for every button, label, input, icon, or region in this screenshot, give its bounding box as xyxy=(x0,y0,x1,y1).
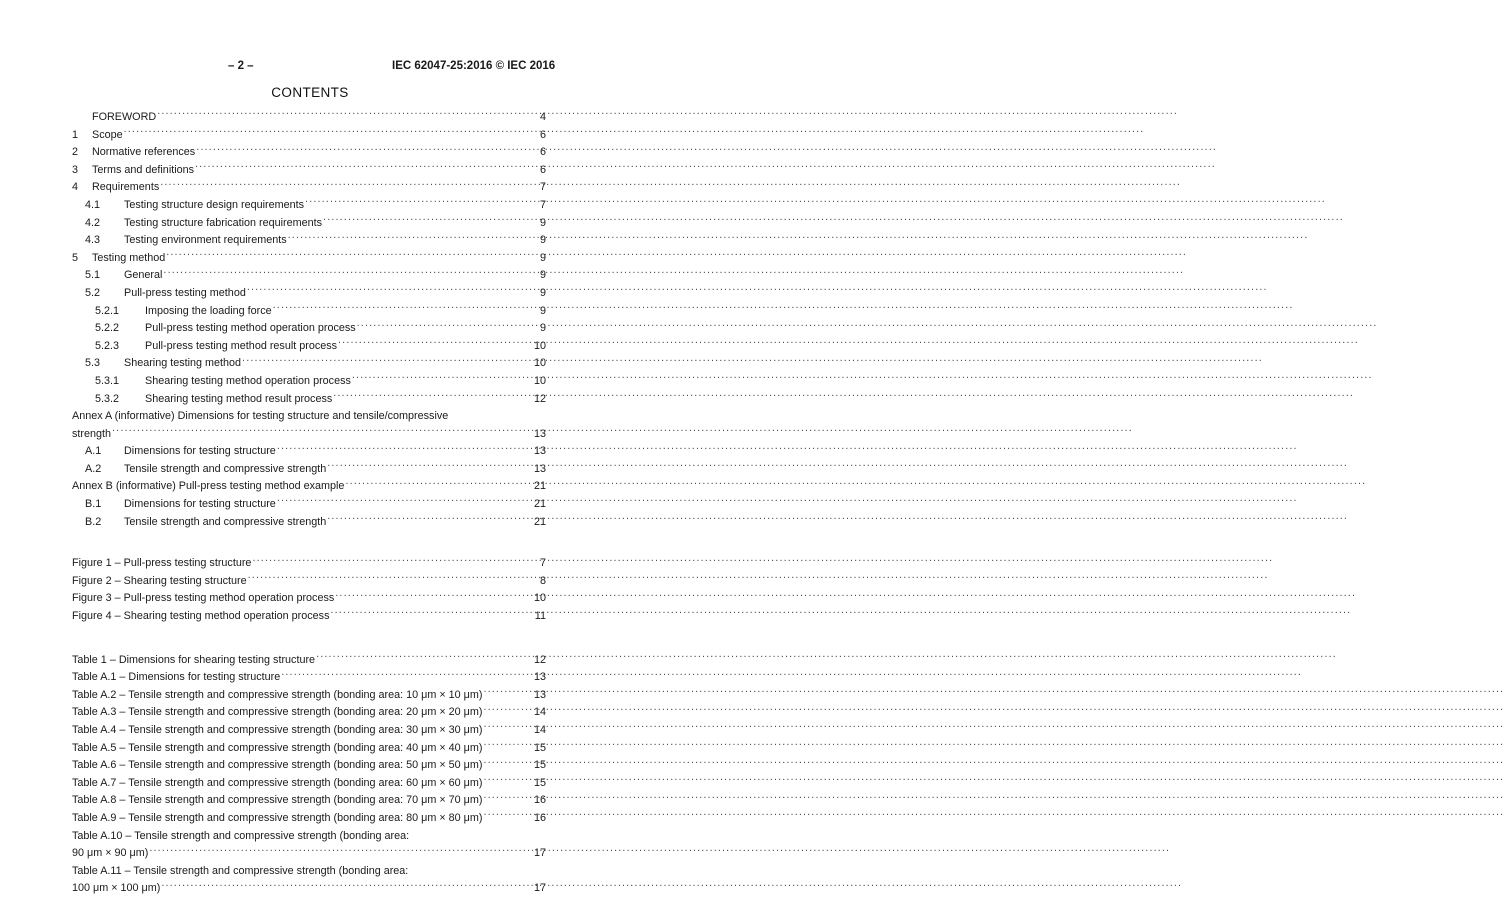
dot-leader xyxy=(160,179,532,190)
toc-page-number: 15 xyxy=(533,741,546,754)
dot-leader xyxy=(323,215,532,226)
section-entry-number: 4.3 xyxy=(85,234,101,247)
table-entry[interactable] xyxy=(72,828,546,863)
section-entry-label: Terms and definitions xyxy=(92,163,195,176)
section-entry[interactable] xyxy=(72,391,546,409)
toc-page-number: 9 xyxy=(539,251,546,264)
dot-leader xyxy=(333,391,532,402)
section-entry-number: 5.2.1 xyxy=(95,304,120,317)
section-entry-label: Scope xyxy=(92,128,123,141)
table-entry-label: Table A.3 – Tensile strength and compressive strength (bonding area: 20 μm × 20 μm) xyxy=(72,706,483,719)
dot-leader xyxy=(483,704,532,715)
section-entry-number: 2 xyxy=(72,146,79,159)
dot-leader xyxy=(483,792,532,803)
table-entry-label: Table A.9 – Tensile strength and compressive strength (bonding area: 80 μm × 80 μm) xyxy=(72,811,483,824)
dot-leader xyxy=(316,652,532,663)
toc-page-number: 9 xyxy=(539,269,546,282)
toc-page-number: 21 xyxy=(533,515,546,528)
dot-leader xyxy=(124,127,532,138)
toc-page-number: 12 xyxy=(533,392,546,405)
dot-leader xyxy=(288,232,532,243)
dot-leader xyxy=(252,555,532,566)
dot-leader xyxy=(163,267,532,278)
dot-leader xyxy=(281,669,532,680)
toc-page-number: 15 xyxy=(533,759,546,772)
figure-entry-label: Figure 1 – Pull-press testing structure xyxy=(72,557,252,570)
toc-page-number: 7 xyxy=(539,198,546,211)
dot-leader xyxy=(345,478,532,489)
section-entry-number: 1 xyxy=(72,128,79,141)
table-entry-line2 xyxy=(72,845,546,863)
section-entry-number: 5.2.2 xyxy=(95,322,120,335)
toc-group-figures xyxy=(72,555,546,625)
annex-entry-number: B.2 xyxy=(85,515,102,528)
toc-page-number: 13 xyxy=(533,427,546,440)
section-entry-number: 5.3 xyxy=(85,357,101,370)
section-entry-label: Imposing the loading force xyxy=(145,304,272,317)
dot-leader xyxy=(247,285,532,296)
dot-leader xyxy=(273,303,532,314)
page-title: CONTENTS xyxy=(271,85,349,100)
section-entry-label: Normative references xyxy=(92,146,196,159)
table-entry[interactable] xyxy=(72,810,546,828)
section-entry-number: 5.1 xyxy=(85,269,101,282)
dot-leader xyxy=(483,722,532,733)
toc-page-number: 9 xyxy=(539,286,546,299)
section-entry-number: 5.2 xyxy=(85,286,101,299)
dot-leader xyxy=(335,590,532,601)
table-entry[interactable] xyxy=(72,740,546,758)
toc-page-number: 7 xyxy=(539,557,546,570)
dot-leader xyxy=(277,496,532,507)
toc-page-number: 12 xyxy=(533,653,546,666)
table-entry-label: Table A.5 – Tensile strength and compressive strength (bonding area: 40 μm × 40 μm) xyxy=(72,741,483,754)
table-entry[interactable] xyxy=(72,775,546,793)
toc-page-number: 9 xyxy=(539,216,546,229)
section-entry-label: Shearing testing method operation process xyxy=(145,374,351,387)
table-entry-label: Table 1 – Dimensions for shearing testing structure xyxy=(72,653,316,666)
table-entry-label: Table A.7 – Tensile strength and compressive strength (bonding area: 60 μm × 60 μm) xyxy=(72,776,483,789)
table-entry[interactable] xyxy=(72,757,546,775)
dot-leader xyxy=(327,514,532,525)
dot-leader xyxy=(166,250,532,261)
section-entry-number: 4.2 xyxy=(85,216,101,229)
toc-page-number: 10 xyxy=(533,339,546,352)
section-entry-number: 3 xyxy=(72,163,79,176)
toc-page-number: 10 xyxy=(533,374,546,387)
dot-leader xyxy=(330,608,532,619)
figure-entry-label: Figure 3 – Pull-press testing method operation process xyxy=(72,592,335,605)
annex-entry-label: Annex B (informative) Pull-press testing method example xyxy=(72,480,345,493)
toc-page-number: 21 xyxy=(533,498,546,511)
table-entry-label: Table A.6 – Tensile strength and compressive strength (bonding area: 50 μm × 50 μm) xyxy=(72,759,483,772)
document-page xyxy=(0,0,620,895)
toc-page-number: 17 xyxy=(533,847,546,860)
annex-entry-label: Dimensions for testing structure xyxy=(124,498,276,511)
toc-page-number: 6 xyxy=(539,163,546,176)
dot-leader xyxy=(242,355,532,366)
section-entry-label: Pull-press testing method operation process xyxy=(145,322,356,335)
dot-leader xyxy=(327,461,532,472)
dot-leader xyxy=(357,320,532,331)
dot-leader xyxy=(161,880,532,891)
section-entry-label: FOREWORD xyxy=(92,111,157,123)
toc-group-sections xyxy=(72,109,546,408)
toc-group-tables xyxy=(72,652,546,898)
toc-page-number: 4 xyxy=(539,111,546,123)
dot-leader xyxy=(483,687,532,698)
toc-page-number: 6 xyxy=(539,128,546,141)
dot-leader xyxy=(483,775,532,786)
dot-leader xyxy=(352,373,532,384)
annex-entry-label: Dimensions for testing structure xyxy=(124,445,276,458)
toc-page-number: 9 xyxy=(539,322,546,335)
table-of-contents xyxy=(72,109,546,898)
annex-entry-label-line2: strength xyxy=(72,427,112,440)
toc-page-number: 10 xyxy=(533,357,546,370)
toc-group-annexes xyxy=(72,408,546,531)
toc-page-number: 16 xyxy=(533,811,546,824)
section-entry-number: 4.1 xyxy=(85,198,101,211)
figure-entry-label: Figure 4 – Shearing testing method operation process xyxy=(72,610,330,623)
table-entry[interactable] xyxy=(72,704,546,722)
toc-page-number: 13 xyxy=(533,671,546,684)
section-entry-number: 4 xyxy=(72,181,79,194)
table-entry-line2 xyxy=(72,880,546,898)
table-entry[interactable] xyxy=(72,792,546,810)
annex-entry[interactable] xyxy=(72,514,546,532)
toc-page-number: 13 xyxy=(533,688,546,701)
table-entry-label-line1: Table A.10 – Tensile strength and compressive strength (bonding area: xyxy=(72,829,410,842)
toc-page-number: 6 xyxy=(539,146,546,159)
section-entry-label: Shearing testing method xyxy=(124,357,242,370)
table-entry-label-line2: 90 μm × 90 μm) xyxy=(72,847,149,860)
annex-entry-number: A.1 xyxy=(85,445,102,458)
section-entry-number: 5.2.3 xyxy=(95,339,120,352)
toc-page-number: 9 xyxy=(539,234,546,247)
toc-page-number: 15 xyxy=(533,776,546,789)
dot-leader xyxy=(277,443,532,454)
annex-entry-label: Tensile strength and compressive strength xyxy=(124,515,327,528)
section-entry-number: 5.3.1 xyxy=(95,374,120,387)
figure-entry-label: Figure 2 – Shearing testing structure xyxy=(72,574,247,587)
section-entry-label: Pull-press testing method result process xyxy=(145,339,338,352)
document-reference: IEC 62047-25:2016 © IEC 2016 xyxy=(392,60,556,72)
dot-leader xyxy=(157,109,532,120)
toc-page-number: 11 xyxy=(534,610,546,623)
dot-leader xyxy=(483,757,532,768)
section-entry-label: Testing environment requirements xyxy=(124,234,287,247)
dot-leader xyxy=(112,426,532,437)
annex-entry-number: B.1 xyxy=(85,498,102,511)
section-entry-label: Requirements xyxy=(92,181,160,194)
annex-entry-label-line1: Annex A (informative) Dimensions for testing structure and tensile/compressive xyxy=(72,410,449,423)
section-entry-number: 5.3.2 xyxy=(95,392,120,405)
dot-leader xyxy=(338,338,532,349)
table-entry-label-line2: 100 μm × 100 μm) xyxy=(72,882,161,895)
section-entry-label: Testing method xyxy=(92,251,166,264)
section-entry-label: Testing structure fabrication requirements xyxy=(124,216,323,229)
table-entry-label-line1: Table A.11 – Tensile strength and compressive strength (bonding area: xyxy=(72,864,409,877)
toc-page-number: 21 xyxy=(533,480,546,493)
toc-page-number: 13 xyxy=(533,445,546,458)
section-entry-label: Pull-press testing method xyxy=(124,286,246,299)
toc-page-number: 17 xyxy=(533,882,546,895)
toc-page-number: 14 xyxy=(533,724,546,736)
table-entry-label: Table A.2 – Tensile strength and compressive strength (bonding area: 10 μm × 10 μm) xyxy=(72,688,483,701)
dot-leader xyxy=(195,162,532,173)
annex-entry-number: A.2 xyxy=(85,462,102,475)
dot-leader xyxy=(248,573,532,584)
table-entry[interactable] xyxy=(72,669,546,687)
table-entry-label: Table A.4 – Tensile strength and compressive strength (bonding area: 30 μm × 30 μm) xyxy=(72,724,483,736)
page-number-marker: – 2 – xyxy=(228,60,254,72)
dot-leader xyxy=(305,197,532,208)
toc-page-number: 9 xyxy=(539,304,546,317)
dot-leader xyxy=(483,740,532,751)
table-entry-label: Table A.1 – Dimensions for testing structure xyxy=(72,671,281,684)
table-entry[interactable] xyxy=(72,722,546,740)
toc-page-number: 14 xyxy=(533,706,546,719)
toc-page-number: 16 xyxy=(533,794,546,807)
dot-leader xyxy=(196,144,532,155)
figure-entry[interactable] xyxy=(72,608,546,626)
dot-leader xyxy=(149,845,532,856)
table-entry[interactable] xyxy=(72,687,546,705)
toc-page-number: 8 xyxy=(539,574,546,587)
toc-page-number: 10 xyxy=(533,592,546,605)
annex-entry-label: Tensile strength and compressive strength xyxy=(124,462,327,475)
running-header xyxy=(72,58,556,74)
section-entry-label: General xyxy=(124,269,163,282)
toc-page-number: 13 xyxy=(533,462,546,475)
toc-page-number: 7 xyxy=(539,181,546,194)
dot-leader xyxy=(483,810,532,821)
table-entry[interactable] xyxy=(72,863,546,898)
section-entry-number: 5 xyxy=(72,251,79,264)
section-entry-label: Testing structure design requirements xyxy=(124,198,305,211)
table-entry-label: Table A.8 – Tensile strength and compressive strength (bonding area: 70 μm × 70 μm) xyxy=(72,794,483,807)
section-entry-label: Shearing testing method result process xyxy=(145,392,333,405)
